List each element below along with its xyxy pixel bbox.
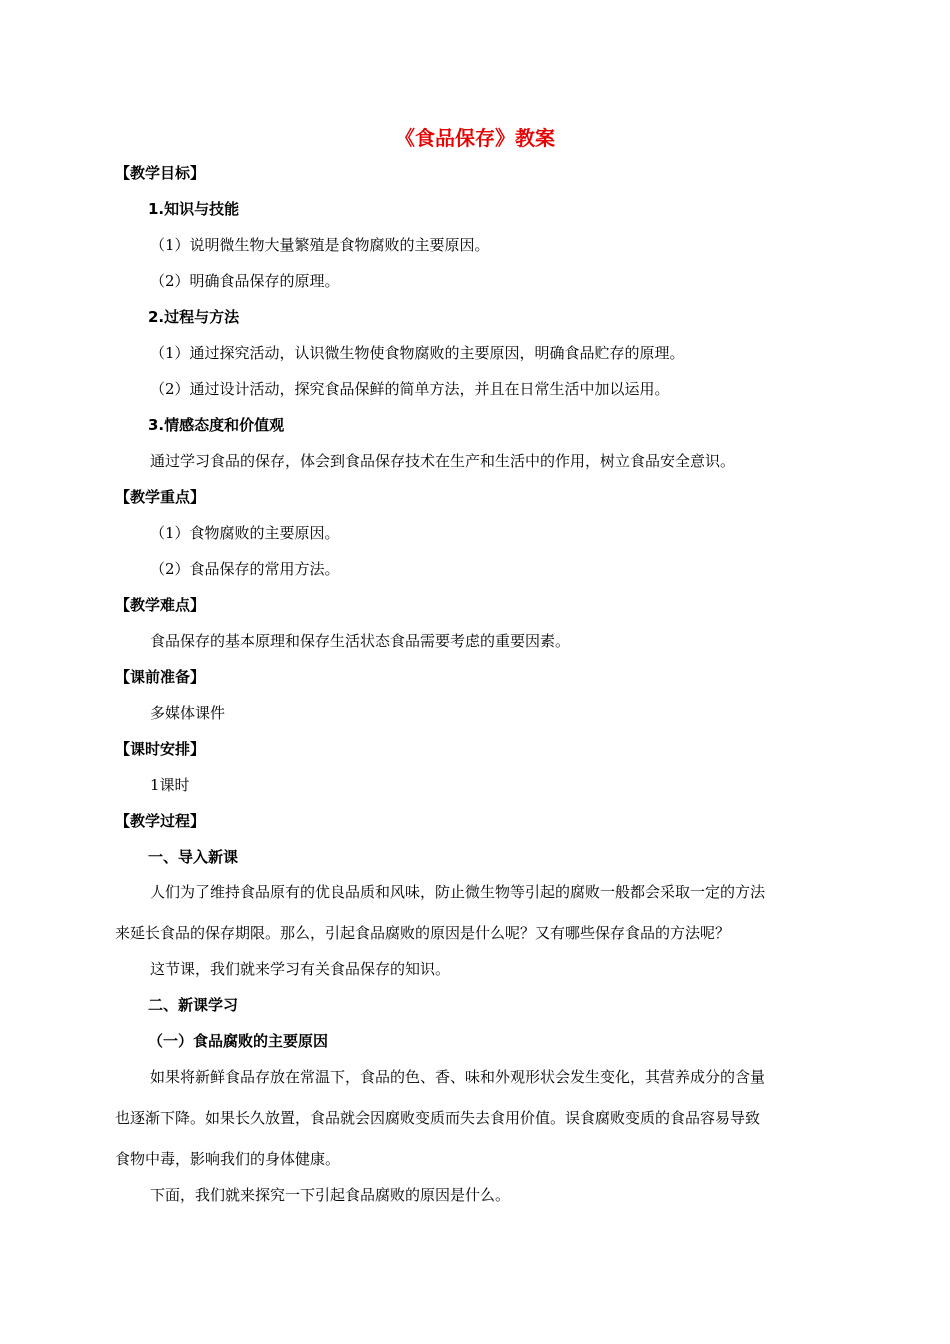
section-heading-preparation: 【课前准备】 (115, 668, 206, 686)
paragraph: （2）食品保存的常用方法。 (150, 560, 340, 578)
section-heading-teaching-process: 【教学过程】 (115, 812, 206, 830)
subheading-process: 2.过程与方法 (148, 308, 240, 326)
paragraph: （1）说明微生物大量繁殖是食物腐败的主要原因。 (150, 236, 490, 254)
subheading-intro: 一、导入新课 (148, 848, 239, 866)
section-heading-key-points: 【教学重点】 (115, 488, 206, 506)
paragraph: 来延长食品的保存期限。那么，引起食品腐败的原因是什么呢？又有哪些保存食品的方法呢？ (115, 924, 731, 942)
subheading-spoilage-causes: （一）食品腐败的主要原因 (148, 1032, 329, 1050)
section-heading-objectives: 【教学目标】 (115, 164, 206, 182)
section-heading-difficulties: 【教学难点】 (115, 596, 206, 614)
paragraph: 如果将新鲜食品存放在常温下，食品的色、香、味和外观形状会发生变化，其营养成分的含量 (150, 1068, 766, 1086)
document-title: 《食品保存》教案 (395, 126, 555, 150)
paragraph: 食物中毒，影响我们的身体健康。 (115, 1150, 341, 1168)
section-heading-schedule: 【课时安排】 (115, 740, 206, 758)
paragraph: 下面，我们就来探究一下引起食品腐败的原因是什么。 (150, 1186, 511, 1204)
subheading-new-lesson: 二、新课学习 (148, 996, 239, 1014)
paragraph: 食品保存的基本原理和保存生活状态食品需要考虑的重要因素。 (150, 632, 571, 650)
paragraph: 人们为了维持食品原有的优良品质和风味，防止微生物等引起的腐败一般都会采取一定的方法 (150, 883, 766, 901)
paragraph: （2）明确食品保存的原理。 (150, 272, 340, 290)
paragraph: 1课时 (150, 776, 190, 794)
subheading-knowledge: 1.知识与技能 (148, 200, 240, 218)
subheading-attitude: 3.情感态度和价值观 (148, 416, 285, 434)
paragraph: （1）食物腐败的主要原因。 (150, 524, 340, 542)
paragraph: 通过学习食品的保存，体会到食品保存技术在生产和生活中的作用，树立食品安全意识。 (150, 452, 736, 470)
paragraph: 多媒体课件 (150, 704, 226, 722)
paragraph: 这节课，我们就来学习有关食品保存的知识。 (150, 960, 451, 978)
paragraph: （2）通过设计活动，探究食品保鲜的简单方法，并且在日常生活中加以运用。 (150, 380, 670, 398)
paragraph: 也逐渐下降。如果长久放置，食品就会因腐败变质而失去食用价值。误食腐败变质的食品容易导致 (115, 1109, 761, 1127)
paragraph: （1）通过探究活动，认识微生物使食物腐败的主要原因，明确食品贮存的原理。 (150, 344, 685, 362)
